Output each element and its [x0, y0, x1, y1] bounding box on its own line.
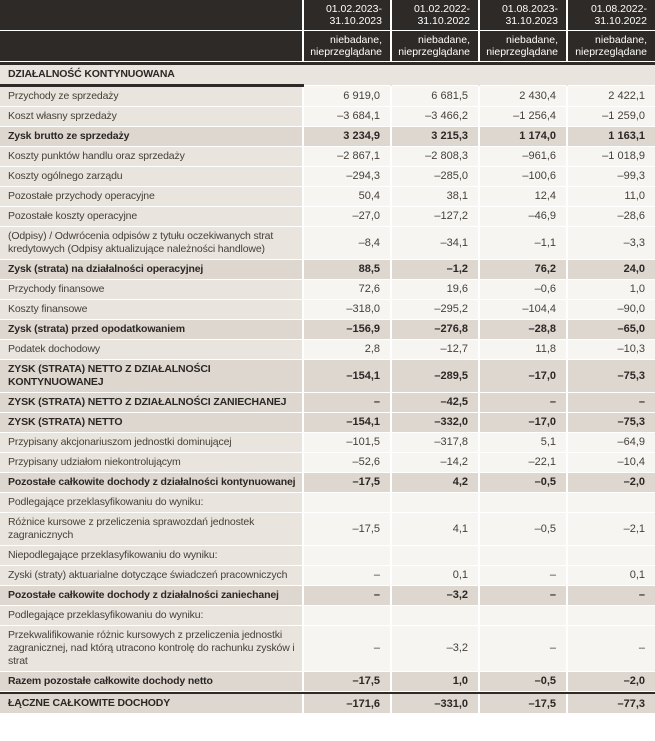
row-label: Pozostałe koszty operacyjne	[0, 206, 303, 226]
row-value: –104,4	[479, 299, 567, 319]
table-row	[0, 206, 655, 226]
row-value: –17,5	[303, 472, 391, 492]
period-line: 01.02.2022-	[413, 3, 470, 15]
row-value: 2 430,4	[479, 85, 567, 106]
table-row	[0, 279, 655, 299]
row-value: –34,1	[391, 226, 479, 259]
period-line: 01.02.2023-	[325, 3, 382, 15]
row-value: –961,6	[479, 146, 567, 166]
row-value: –22,1	[479, 452, 567, 472]
row-value	[567, 65, 655, 86]
row-value: –276,8	[391, 319, 479, 339]
header-corner-cell	[0, 0, 303, 31]
row-value: –65,0	[567, 319, 655, 339]
note-line: nieprzeglądane	[575, 46, 647, 58]
header-period-col-3	[479, 0, 567, 31]
row-label: Koszty ogólnego zarządu	[0, 166, 303, 186]
table-row	[0, 259, 655, 279]
row-value	[567, 545, 655, 565]
row-value: –17,5	[303, 671, 391, 691]
row-label: Pozostałe całkowite dochody z działalności zaniechanej	[0, 585, 303, 605]
row-label: Koszty punktów handlu oraz sprzedaży	[0, 146, 303, 166]
row-label: Przypisany akcjonariuszom jednostki dominującej	[0, 432, 303, 452]
row-value: –295,2	[391, 299, 479, 319]
row-value: 1 163,1	[567, 126, 655, 146]
row-value: 1 174,0	[479, 126, 567, 146]
row-value: –0,6	[479, 279, 567, 299]
row-value	[567, 492, 655, 512]
row-value: –14,2	[391, 452, 479, 472]
row-value: –17,5	[479, 694, 567, 714]
row-label: Zysk brutto ze sprzedaży	[0, 126, 303, 146]
row-value: –10,4	[567, 452, 655, 472]
table-row	[0, 319, 655, 339]
header-period-col-4	[567, 0, 655, 31]
row-value: –0,5	[479, 472, 567, 492]
row-value: –27,0	[303, 206, 391, 226]
row-value: –	[479, 392, 567, 412]
row-label: Przychody finansowe	[0, 279, 303, 299]
row-value: –332,0	[391, 412, 479, 432]
row-value: 0,1	[567, 565, 655, 585]
table-row	[0, 412, 655, 432]
row-value: 2,8	[303, 339, 391, 359]
row-label: ZYSK (STRATA) NETTO Z DZIAŁALNOŚCI ZANIECHANEJ	[0, 392, 303, 412]
row-label: Przychody ze sprzedaży	[0, 85, 303, 106]
row-label: Różnice kursowe z przeliczenia sprawozdań jednostek zagranicznych	[0, 512, 303, 545]
table-row	[0, 299, 655, 319]
period-line: 31.10.2023	[329, 15, 382, 27]
row-value: –1 259,0	[567, 106, 655, 126]
table-row	[0, 585, 655, 605]
row-value: 1,0	[391, 671, 479, 691]
row-label: Przekwalifikowanie różnic kursowych z przeliczenia jednostki zagranicznej, nad którą utracono kontrolę do rachunku zysków i strat	[0, 625, 303, 671]
row-value: –3,2	[391, 585, 479, 605]
row-value	[391, 65, 479, 86]
note-line: niebadane,	[418, 34, 470, 46]
row-label: Koszty finansowe	[0, 299, 303, 319]
row-label: Podlegające przeklasyfikowaniu do wyniku:	[0, 605, 303, 625]
row-value	[303, 605, 391, 625]
row-value: –289,5	[391, 359, 479, 392]
row-value: –	[303, 392, 391, 412]
table-row	[0, 106, 655, 126]
row-value: 50,4	[303, 186, 391, 206]
row-value	[391, 492, 479, 512]
header-corner-cell	[0, 31, 303, 62]
row-value: –	[567, 392, 655, 412]
row-value	[391, 545, 479, 565]
row-label: ŁĄCZNE CAŁKOWITE DOCHODY	[0, 694, 303, 714]
row-value: –46,9	[479, 206, 567, 226]
row-value: –156,9	[303, 319, 391, 339]
note-line: nieprzeglądane	[310, 46, 382, 58]
row-value: –285,0	[391, 166, 479, 186]
row-label: Zysk (strata) przed opodatkowaniem	[0, 319, 303, 339]
table-row	[0, 452, 655, 472]
row-value: –101,5	[303, 432, 391, 452]
row-value: 88,5	[303, 259, 391, 279]
row-value: –317,8	[391, 432, 479, 452]
row-label: ZYSK (STRATA) NETTO Z DZIAŁALNOŚCI KONTYNUOWANEJ	[0, 359, 303, 392]
row-value: –2 808,3	[391, 146, 479, 166]
header-note-col-2	[391, 31, 479, 62]
row-value: –	[479, 625, 567, 671]
row-value: 12,4	[479, 186, 567, 206]
header-note-col-4	[567, 31, 655, 62]
table-row	[0, 339, 655, 359]
period-line: 01.08.2022-	[590, 3, 647, 15]
row-value: –1 256,4	[479, 106, 567, 126]
table-header	[0, 0, 655, 62]
row-value	[479, 545, 567, 565]
note-line: niebadane,	[506, 34, 558, 46]
row-value: 5,1	[479, 432, 567, 452]
row-value	[479, 65, 567, 86]
row-value: 19,6	[391, 279, 479, 299]
header-period-col-1	[303, 0, 391, 31]
row-value: –294,3	[303, 166, 391, 186]
row-value: 38,1	[391, 186, 479, 206]
row-value: –0,5	[479, 671, 567, 691]
row-value: –90,0	[567, 299, 655, 319]
header-period-row	[0, 0, 655, 31]
row-value: –42,5	[391, 392, 479, 412]
table-row	[0, 186, 655, 206]
row-value: –	[567, 625, 655, 671]
table-row	[0, 146, 655, 166]
row-value: –17,0	[479, 412, 567, 432]
header-note-row	[0, 31, 655, 62]
table-row	[0, 166, 655, 186]
row-value	[391, 605, 479, 625]
row-value: –318,0	[303, 299, 391, 319]
row-value: –2,1	[567, 512, 655, 545]
row-value: –17,5	[303, 512, 391, 545]
table-row	[0, 545, 655, 565]
row-value	[303, 492, 391, 512]
row-value	[303, 65, 391, 86]
row-value: 4,2	[391, 472, 479, 492]
row-value: –	[303, 585, 391, 605]
row-label: Zyski (straty) aktuarialne dotyczące świadczeń pracowniczych	[0, 565, 303, 585]
period-line: 01.08.2023-	[501, 3, 558, 15]
note-line: niebadane,	[330, 34, 382, 46]
row-value: –1 018,9	[567, 146, 655, 166]
period-line: 31.10.2022	[417, 15, 470, 27]
row-value: –75,3	[567, 359, 655, 392]
row-value: –	[567, 585, 655, 605]
row-value	[479, 605, 567, 625]
row-label: ZYSK (STRATA) NETTO	[0, 412, 303, 432]
row-value: –10,3	[567, 339, 655, 359]
row-label: Niepodlegające przeklasyfikowaniu do wyniku:	[0, 545, 303, 565]
row-label: Przypisany udziałom niekontrolującym	[0, 452, 303, 472]
row-value: –12,7	[391, 339, 479, 359]
table-row	[0, 625, 655, 671]
row-value: –3,3	[567, 226, 655, 259]
row-value: –17,0	[479, 359, 567, 392]
row-value: –99,3	[567, 166, 655, 186]
row-value: –100,6	[479, 166, 567, 186]
header-note-col-1	[303, 31, 391, 62]
row-value: –154,1	[303, 412, 391, 432]
period-line: 31.10.2022	[594, 15, 647, 27]
row-value: –331,0	[391, 694, 479, 714]
row-value: –64,9	[567, 432, 655, 452]
note-line: nieprzeglądane	[398, 46, 470, 58]
row-value: 0,1	[391, 565, 479, 585]
table-row	[0, 432, 655, 452]
row-label: DZIAŁALNOŚĆ KONTYNUOWANA	[0, 65, 303, 86]
row-value: 72,6	[303, 279, 391, 299]
row-value: –3 684,1	[303, 106, 391, 126]
row-value: –1,1	[479, 226, 567, 259]
table-row	[0, 392, 655, 412]
row-value: 1,0	[567, 279, 655, 299]
table-row	[0, 85, 655, 106]
table-row	[0, 472, 655, 492]
row-value: 6 919,0	[303, 85, 391, 106]
table-row	[0, 605, 655, 625]
row-label: Pozostałe przychody operacyjne	[0, 186, 303, 206]
row-value: –75,3	[567, 412, 655, 432]
row-value: 11,0	[567, 186, 655, 206]
note-line: nieprzeglądane	[486, 46, 558, 58]
row-value: –28,6	[567, 206, 655, 226]
row-value: –1,2	[391, 259, 479, 279]
row-value	[567, 605, 655, 625]
row-label: Razem pozostałe całkowite dochody netto	[0, 671, 303, 691]
row-label: Pozostałe całkowite dochody z działalności kontynuowanej	[0, 472, 303, 492]
row-value: –52,6	[303, 452, 391, 472]
row-value: 76,2	[479, 259, 567, 279]
table-row	[0, 492, 655, 512]
row-value: –0,5	[479, 512, 567, 545]
row-value: –28,8	[479, 319, 567, 339]
row-value: 3 215,3	[391, 126, 479, 146]
row-value: –	[479, 565, 567, 585]
row-value: –154,1	[303, 359, 391, 392]
section-header-row	[0, 65, 655, 86]
row-value	[479, 492, 567, 512]
row-value: 24,0	[567, 259, 655, 279]
row-value: –2,0	[567, 472, 655, 492]
row-label: Zysk (strata) na działalności operacyjnej	[0, 259, 303, 279]
table-body	[0, 62, 655, 714]
row-value: –	[303, 565, 391, 585]
row-value: –2,0	[567, 671, 655, 691]
row-label: (Odpisy) / Odwrócenia odpisów z tytułu oczekiwanych strat kredytowych (Odpisy aktualizujące należności handlowe)	[0, 226, 303, 259]
row-value: 3 234,9	[303, 126, 391, 146]
header-period-col-2	[391, 0, 479, 31]
row-value: –8,4	[303, 226, 391, 259]
row-value: 6 681,5	[391, 85, 479, 106]
table-row	[0, 694, 655, 714]
table-row	[0, 126, 655, 146]
row-value: 4,1	[391, 512, 479, 545]
row-label: Koszt własny sprzedaży	[0, 106, 303, 126]
row-value: –	[479, 585, 567, 605]
row-value: –77,3	[567, 694, 655, 714]
row-value: –3 466,2	[391, 106, 479, 126]
row-value: –2 867,1	[303, 146, 391, 166]
row-value: –127,2	[391, 206, 479, 226]
row-value: –	[303, 625, 391, 671]
table-row	[0, 226, 655, 259]
note-line: niebadane,	[595, 34, 647, 46]
table-row	[0, 671, 655, 691]
row-label: Podlegające przeklasyfikowaniu do wyniku:	[0, 492, 303, 512]
row-value: –171,6	[303, 694, 391, 714]
period-line: 31.10.2023	[505, 15, 558, 27]
table-row	[0, 512, 655, 545]
row-value	[303, 545, 391, 565]
header-note-col-3	[479, 31, 567, 62]
row-value: 2 422,1	[567, 85, 655, 106]
table-row	[0, 565, 655, 585]
row-label: Podatek dochodowy	[0, 339, 303, 359]
row-value: 11,8	[479, 339, 567, 359]
table-row	[0, 359, 655, 392]
row-value: –3,2	[391, 625, 479, 671]
